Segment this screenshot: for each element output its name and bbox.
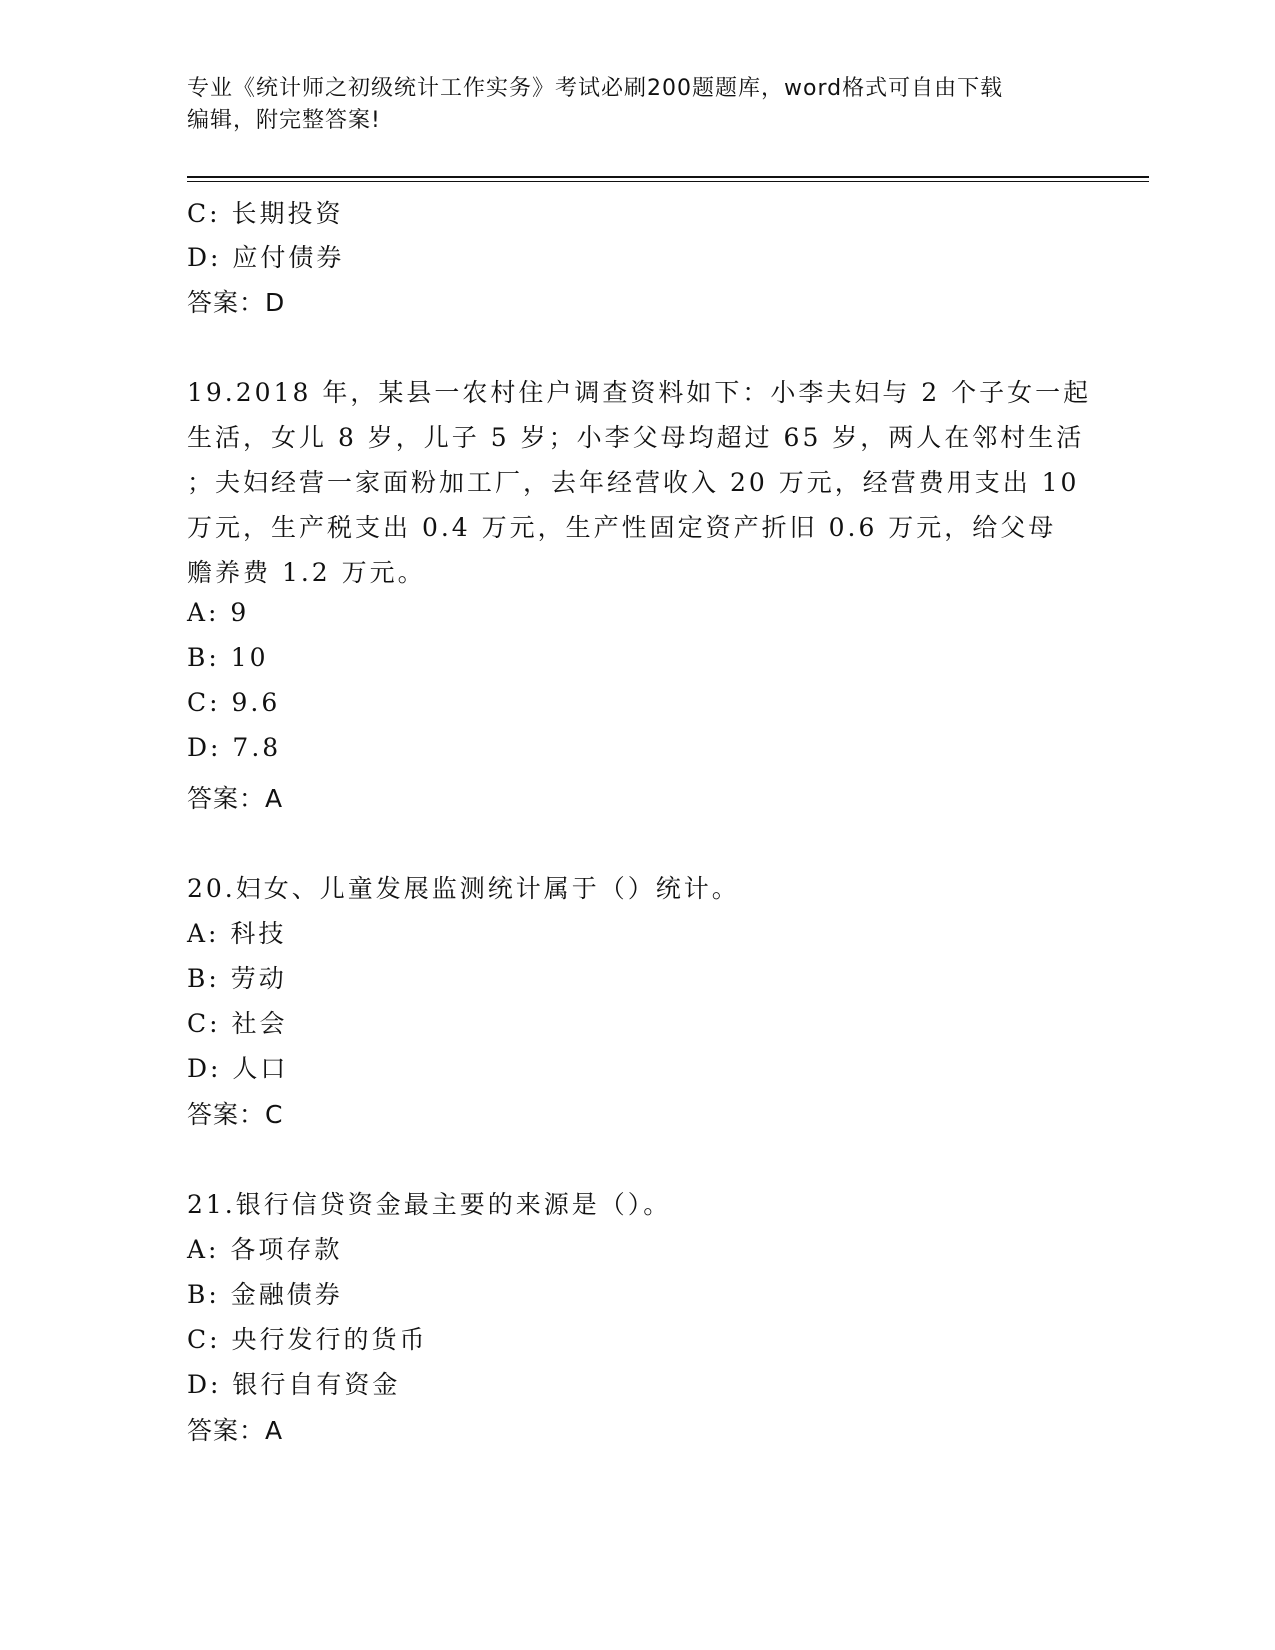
question-19-stem-line-3: ；夫妇经营一家面粉加工厂，去年经营收入 20 万元，经营费用支出 10: [187, 468, 1080, 497]
question-20-option-b: B: 劳动: [187, 964, 287, 993]
question-21-option-d: D: 银行自有资金: [187, 1370, 401, 1399]
question-19-option-a: A: 9: [187, 598, 250, 627]
question-21-option-a: A: 各项存款: [187, 1235, 343, 1264]
question-19-stem-line-4: 万元，生产税支出 0.4 万元，生产性固定资产折旧 0.6 万元，给父母: [187, 513, 1057, 542]
question-19-stem-line-1: 19.2018 年，某县一农村住户调查资料如下：小李夫妇与 2 个子女一起: [187, 378, 1092, 407]
question-19-option-d: D: 7.8: [187, 733, 282, 762]
header-divider-thin: [187, 181, 1149, 182]
question-20-option-c: C: 社会: [187, 1009, 288, 1038]
header-title-line-2: 编辑，附完整答案!: [187, 108, 381, 133]
question-19-answer: 答案：A: [187, 784, 284, 813]
question-19-option-b: B: 10: [187, 643, 269, 672]
answer-label: 答案：D: [187, 288, 286, 317]
question-20-answer: 答案：C: [187, 1100, 284, 1129]
option-d: D: 应付债券: [187, 243, 345, 272]
question-19-stem-line-5: 赡养费 1.2 万元。: [187, 558, 426, 587]
question-19-stem-line-2: 生活，女儿 8 岁，儿子 5 岁；小李父母均超过 65 岁，两人在邻村生活: [187, 423, 1085, 452]
document-header: [187, 73, 1097, 137]
question-20-stem: 20.妇女、儿童发展监测统计属于（）统计。: [187, 874, 740, 903]
question-21-option-b: B: 金融债券: [187, 1280, 343, 1309]
option-c: C: 长期投资: [187, 199, 344, 228]
question-21-answer: 答案：A: [187, 1416, 284, 1445]
question-21-option-c: C: 央行发行的货币: [187, 1325, 428, 1354]
question-20-option-a: A: 科技: [187, 919, 287, 948]
question-21-stem: 21.银行信贷资金最主要的来源是（）。: [187, 1190, 672, 1219]
question-19-option-c: C: 9.6: [187, 688, 281, 717]
question-20-option-d: D: 人口: [187, 1054, 289, 1083]
header-divider-thick: [187, 176, 1149, 178]
header-title-line-1: 专业《统计师之初级统计工作实务》考试必刷200题题库，word格式可自由下载: [187, 76, 1004, 101]
